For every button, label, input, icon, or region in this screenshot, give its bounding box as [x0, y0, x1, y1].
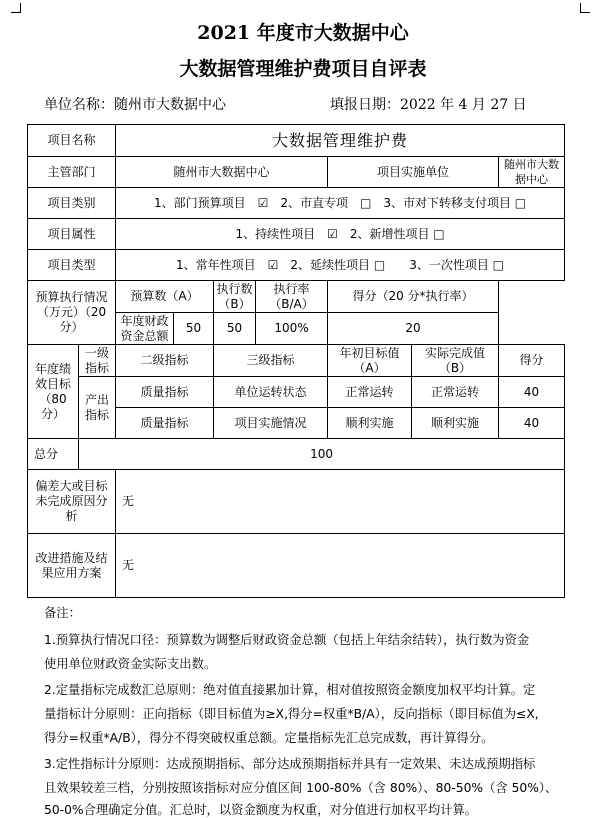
deviation-label: 偏差大或目标未完成原因分析	[28, 470, 116, 534]
table-row	[28, 377, 565, 408]
budget-value-b: 50	[214, 313, 256, 345]
indicator-actual: 正常运转	[412, 377, 499, 408]
indicator-score: 40	[499, 377, 565, 408]
budget-header-score: 得分（20 分*执行率）	[328, 281, 499, 313]
level2-label: 二级指标	[116, 345, 214, 377]
improve-value: 无	[116, 534, 565, 598]
self-evaluation-table	[27, 124, 565, 598]
type-value: 1、常年性项目 ☑ 2、延续性项目 □ 3、一次性项目 □	[116, 250, 565, 281]
notes-heading: 备注：	[44, 606, 81, 620]
impl-unit-label: 项目实施单位	[328, 157, 499, 188]
score-label: 得分	[499, 345, 565, 377]
corner-mark-left	[11, 3, 21, 13]
indicator-score: 40	[499, 408, 565, 439]
budget-header-b: 执行数（B）	[214, 281, 256, 313]
level3-label: 三级指标	[214, 345, 328, 377]
project-name-value: 大数据管理维护费	[116, 125, 565, 157]
attribute-value: 1、持续性项目 ☑ 2、新增性项目 □	[116, 219, 565, 250]
attribute-label: 项目属性	[28, 219, 116, 250]
deviation-value: 无	[116, 470, 565, 534]
target-label: 年初目标值（A）	[328, 345, 412, 377]
budget-label: 预算执行情况（万元）（20 分）	[28, 281, 116, 345]
impl-unit-value: 随州市大数据中心	[499, 157, 565, 188]
budget-value-a: 50	[174, 313, 214, 345]
budget-row-label: 年度财政资金总额	[116, 313, 174, 345]
indicator-level3: 项目实施情况	[214, 408, 328, 439]
output-label: 产出指标	[79, 377, 116, 439]
corner-mark-right	[580, 3, 590, 13]
page-subtitle: 大数据管理维护费项目自评表	[179, 58, 427, 80]
level1-label: 一级指标	[79, 345, 116, 377]
note-line: 且效果较差三档，分别按照该指标对应分值区间 100-80%（含 80%）、80-50%（含 50%）、	[44, 781, 558, 795]
indicator-level2: 质量指标	[116, 408, 214, 439]
dept-value: 随州市大数据中心	[116, 157, 328, 188]
budget-header-a: 预算数（A）	[116, 281, 214, 313]
budget-value-score: 20	[328, 313, 499, 345]
indicator-target: 正常运转	[328, 377, 412, 408]
indicator-level3: 单位运转状态	[214, 377, 328, 408]
note-line: 50-0%合理确定分值。汇总时，以资金额度为权重，对分值进行加权平均计算。	[44, 803, 478, 817]
improve-label: 改进措施及结果应用方案	[28, 534, 116, 598]
project-name-label: 项目名称	[28, 125, 116, 157]
indicator-actual: 顺利实施	[412, 408, 499, 439]
row-deviation	[28, 470, 565, 534]
indicator-level2: 质量指标	[116, 377, 214, 408]
perf-label: 年度绩效目标（80 分）	[28, 345, 79, 439]
note-line: 2.定量指标完成数汇总原则：绝对值直接累加计算，相对值按照资金额度加权平均计算。定	[44, 683, 536, 697]
budget-header-rate: 执行率（B/A）	[256, 281, 328, 313]
row-type	[28, 250, 565, 281]
total-value: 100	[79, 439, 565, 470]
row-budget-header	[28, 281, 565, 313]
total-label: 总分	[28, 439, 79, 470]
budget-value-rate: 100%	[256, 313, 328, 345]
unit-name: 单位名称：随州市大数据中心	[44, 97, 226, 113]
category-label: 项目类别	[28, 188, 116, 219]
note-line: 得分=权重*A/B），得分不得突破权重总额。定量指标先汇总完成数，再计算得分。	[44, 731, 494, 745]
note-line: 使用单位财政资金实际支出数。	[44, 657, 217, 671]
row-total	[28, 439, 565, 470]
note-line: 3.定性指标计分原则：达成预期指标、部分达成预期指标并具有一定效果、未达成预期指标	[44, 757, 536, 771]
row-category	[28, 188, 565, 219]
fill-date: 填报日期：2022 年 4 月 27 日	[330, 97, 527, 113]
note-line: 1.预算执行情况口径：预算数为调整后财政资金总额（包括上年结余结转），执行数为资金	[44, 633, 530, 647]
indicator-target: 顺利实施	[328, 408, 412, 439]
dept-label: 主管部门	[28, 157, 116, 188]
row-attribute	[28, 219, 565, 250]
row-improve	[28, 534, 565, 598]
page-title: 2021 年度市大数据中心	[197, 22, 409, 44]
category-value: 1、部门预算项目 ☑ 2、市直专项 □ 3、市对下转移支付项目 □	[116, 188, 565, 219]
type-label: 项目类型	[28, 250, 116, 281]
row-project-name	[28, 125, 565, 157]
row-indicator-header	[28, 345, 565, 377]
row-dept	[28, 157, 565, 188]
note-line: 量指标计分原则：正向指标（即目标值为≥X,得分=权重*B/A），反向指标（即目标值为≤X,	[44, 707, 539, 721]
actual-label: 实际完成值（B）	[412, 345, 499, 377]
